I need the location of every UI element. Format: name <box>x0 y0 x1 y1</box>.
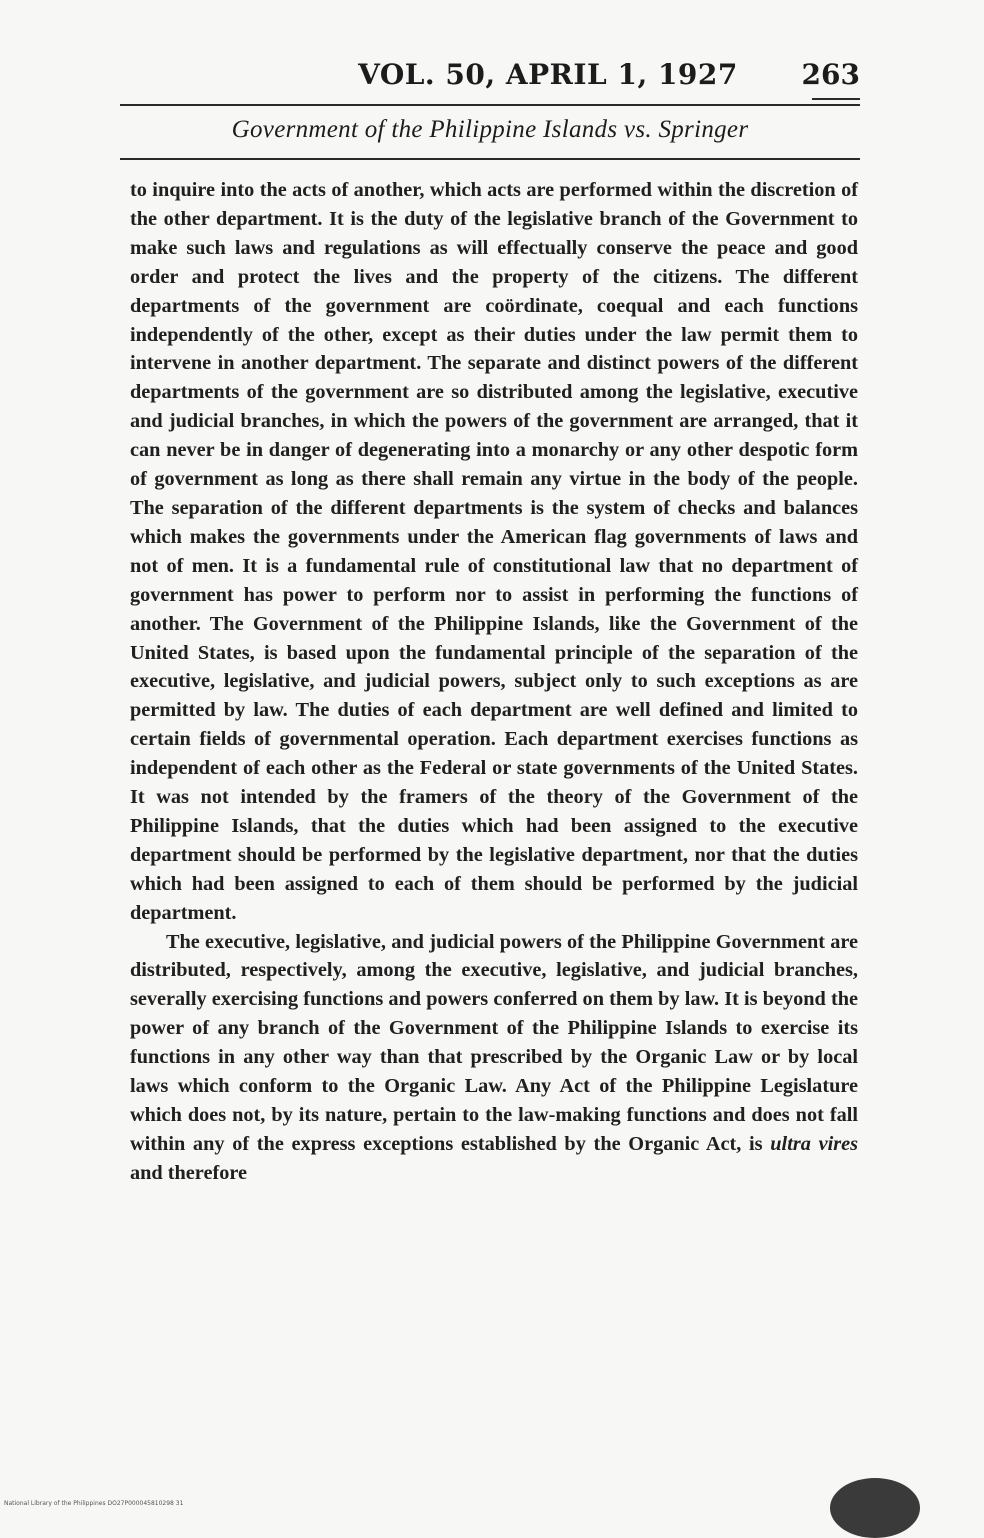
paragraph-2-tail: and therefore <box>130 1161 247 1184</box>
title-rule <box>120 158 860 160</box>
header-rule <box>120 104 860 106</box>
scan-thumb-shadow <box>830 1478 920 1538</box>
page-number-underline <box>812 98 860 100</box>
body-text <box>130 176 858 1188</box>
paragraph-2-italic: ultra vires <box>770 1132 858 1155</box>
paragraph-1: to inquire into the acts of another, which acts are performed within the discretion of the other department. It is the duty of the legislative branch of the Government to make such laws and regulations as will effectually conserve the peace and good order and protect the lives and the property of the citizens. The different departments of the government are coördinate, coequal and each functions independently of the other, except as their duties under the law permit them to intervene in another department. The separate and distinct powers of the different departments of the government are so distributed among the legislative, executive and judicial branches, in which the powers of the government are arranged, that it can never be in danger of degenerating into a monarchy or any other despotic form of government as long as there shall remain any virtue in the body of the people. The separation of the different departments is the system of checks and balances which makes the governments under the American flag governments of laws and not of men. It is a fundamental rule of constitutional law that no department of government has power to perform nor to assist in performing the functions of another. The Government of the Philippine Islands, like the Government of the United States, is based upon the fundamental principle of the separation of the executive, legislative, and judicial powers, subject only to such exceptions as are permitted by law. The duties of each department are well defined and limited to certain fields of governmental operation. Each department exercises functions as independent of each other as the Federal or state governments of the United States. It was not intended by the framers of the theory of the Government of the Philippine Islands, that the duties which had been assigned to the executive department should be performed by the legislative department, nor that the duties which had been assigned to each of them should be performed by the judicial department. <box>130 179 858 924</box>
page-number: 263 <box>801 58 860 91</box>
paragraph-2-text: The executive, legislative, and judicial powers of the Philippine Government are distributed, respectively, among the executive, legislative, and judicial branches, severally exercising functions and powers conferred on them by law. It is beyond the power of any branch of the Government of the Philippine Islands to exercise its functions in any other way than that prescribed by the Organic Law or by local laws which conform to the Organic Law. Any Act of the Philippine Legislature which does not, by its nature, pertain to the law-making functions and does not fall within any of the express exceptions established by the Organic Act, is <box>130 930 858 1155</box>
scan-credit: National Library of the Philippines DO27P000045810298 31 <box>4 1500 184 1507</box>
paragraph-2 <box>130 928 858 1188</box>
case-title: Government of the Philippine Islands vs. Springer <box>231 116 749 143</box>
running-head: VOL. 50, APRIL 1, 1927 <box>358 58 738 91</box>
page-header <box>120 58 860 102</box>
